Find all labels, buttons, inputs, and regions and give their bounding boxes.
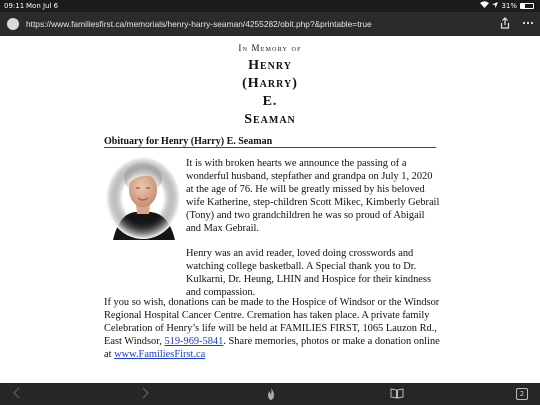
obituary-paragraph-1: It is with broken hearts we announce the passing of a wonderful husband, stepfather and grandpa on July 1, 2020 at the age of 76. He will be greatly missed by his beloved wife Katherine, step-children Scott Mikec, Kimberly Gebrail (Tony) and two grandchildren he was so proud of Abigail and Max Gebrail. [186,158,440,234]
page-content [0,36,540,383]
wifi-icon [480,0,489,12]
status-indicators [480,0,534,12]
heading-divider [104,147,436,148]
battery-icon [520,3,534,9]
status-date: Mon Jul 6 [26,2,59,10]
website-link[interactable]: www.FamiliesFirst.ca [114,348,206,360]
battery-percent: 31% [501,2,517,10]
url-text[interactable]: https://www.familiesfirst.ca/memorials/henry-harry-seaman/4255282/obit.php?&printable=true [26,19,372,29]
name-line-last: Seaman [244,112,296,127]
memorial-intro: In Memory of [238,43,302,53]
obituary-paragraph-3 [104,297,440,362]
share-text: . Share memories, photos or make a donation online at [104,335,440,360]
donation-text: If you so wish, donations can be made to the Hospice of Windsor or the Windsor Regional Hospital Cancer Centre. Cremation has taken place. A private family Celebration of Henry’s life will be held at FAMILIES FIRST, 1065 Lauzon Rd., East Windsor, [104,297,440,347]
name-line-nickname: (Harry) [242,76,298,91]
portrait-photo [105,156,181,240]
status-bar [0,0,540,12]
tab-count-button[interactable]: 2 [516,388,528,400]
flame-icon[interactable] [264,387,278,401]
status-time: 09:11 [4,2,25,10]
forward-icon[interactable] [138,387,152,401]
bottom-toolbar [0,383,540,405]
url-bar [0,12,540,36]
name-line-initial: E. [262,94,278,109]
obituary-paragraph-2: Henry was an avid reader, loved doing crosswords and watching college basketball. A Special thank you to Dr. Kulkarni, Dr. Heung, LHIN and Hospice for their kindness and compassion. [186,248,431,298]
obituary-heading: Obituary for Henry (Harry) E. Seaman [104,136,273,147]
reader-book-icon[interactable] [390,387,404,401]
more-icon[interactable] [521,17,535,31]
name-line-first: Henry [248,58,292,73]
phone-link[interactable]: 519-969-5841 [164,335,224,347]
site-badge-icon[interactable] [7,18,19,30]
share-icon[interactable] [498,17,512,31]
back-icon[interactable] [10,387,24,401]
location-icon [492,0,498,12]
